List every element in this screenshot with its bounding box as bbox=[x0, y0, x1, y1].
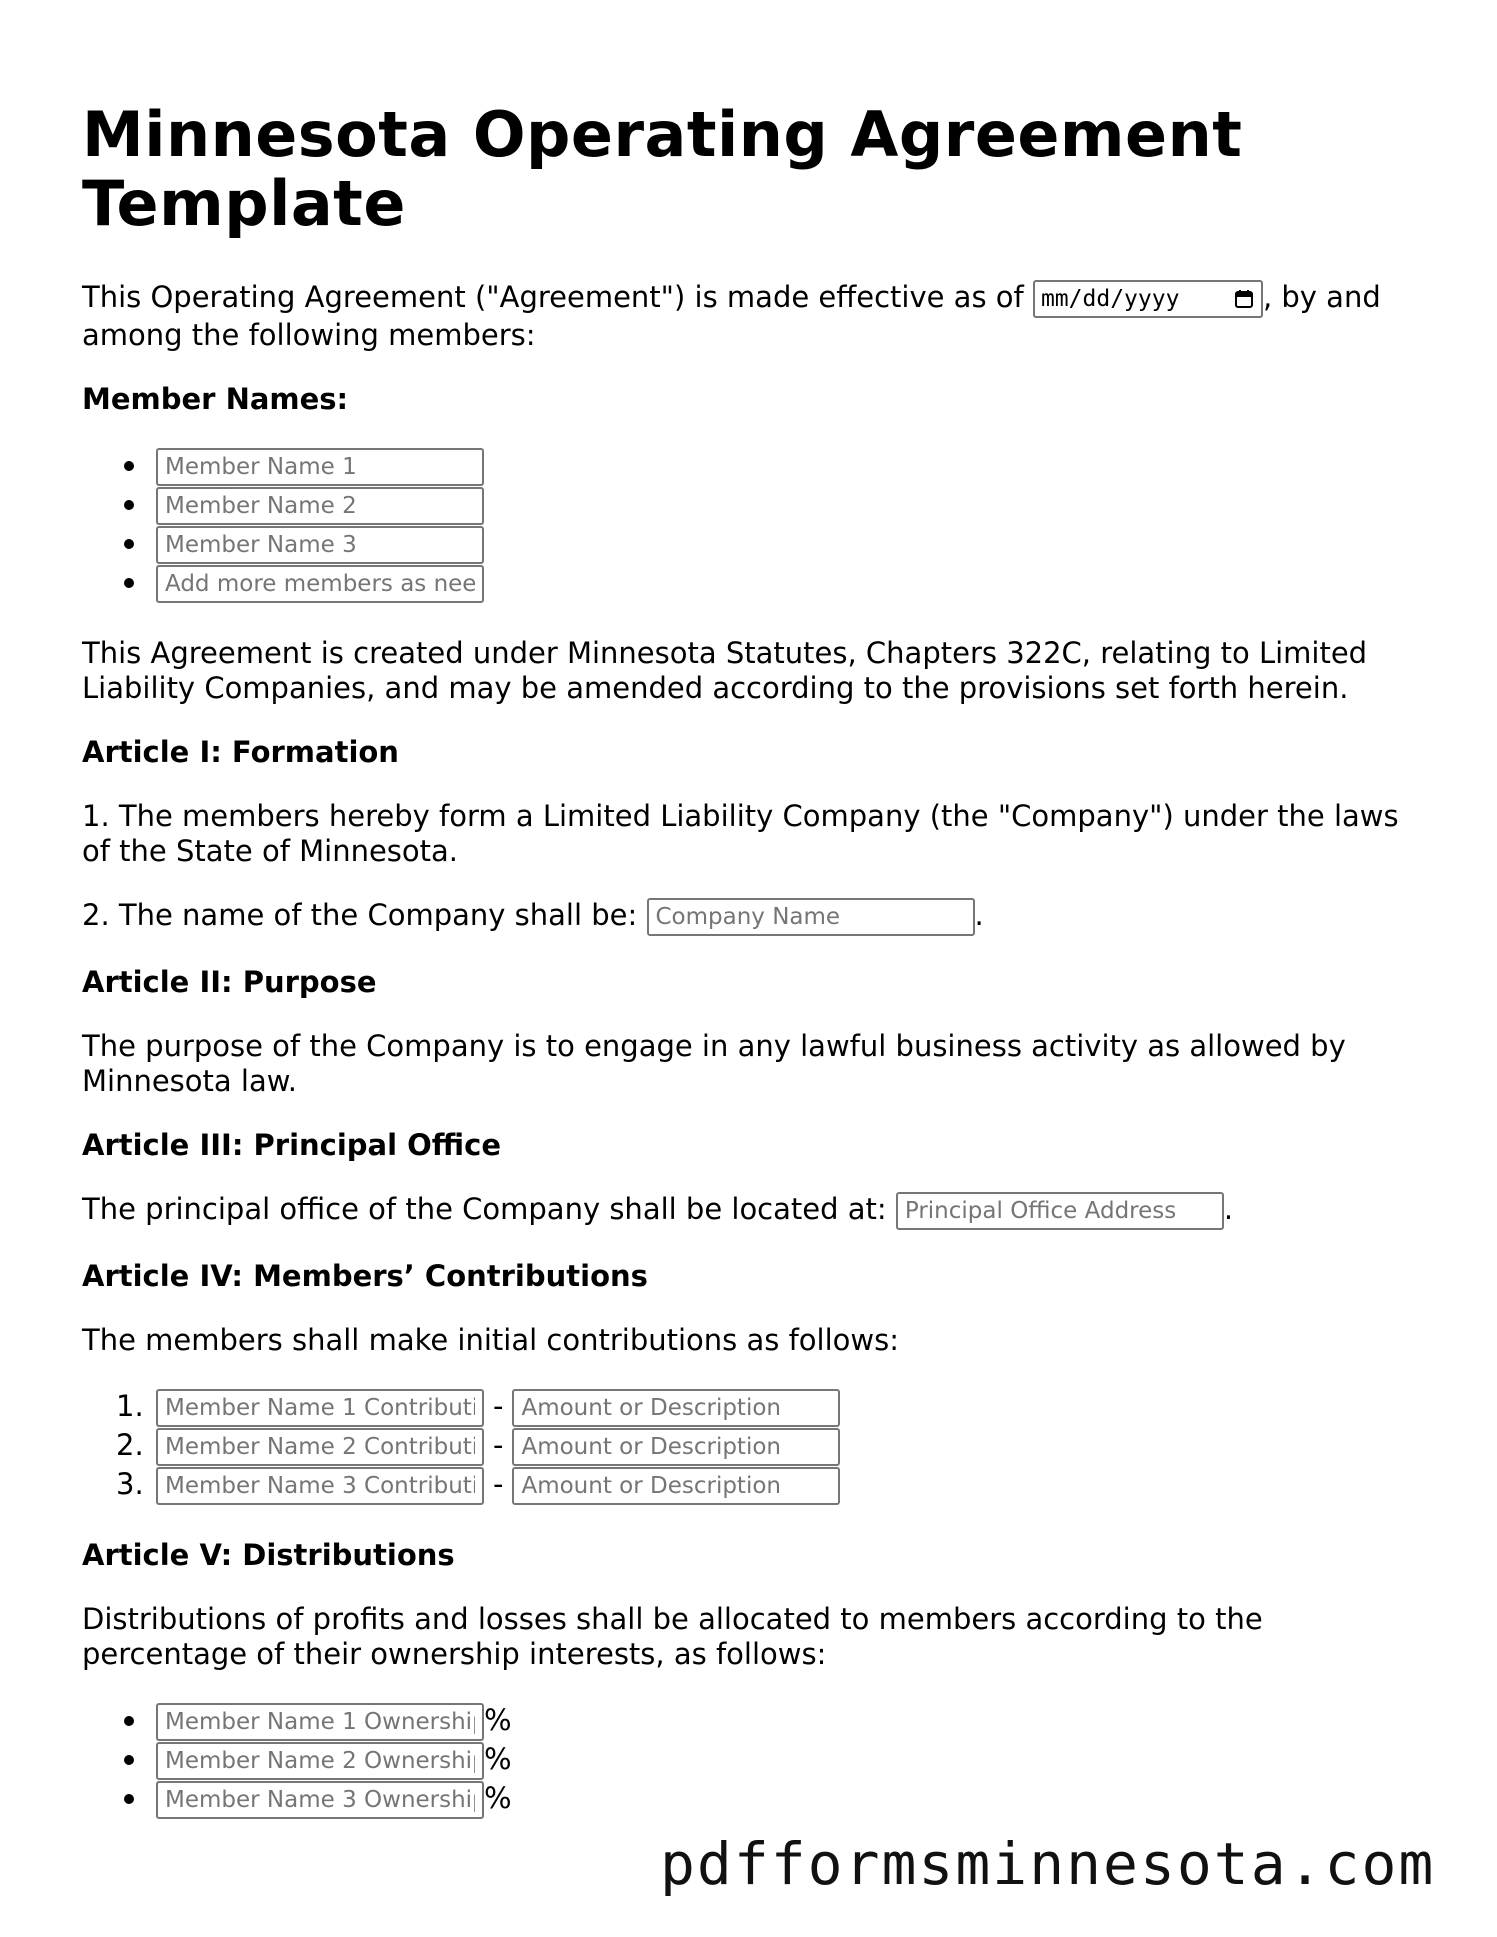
list-item bbox=[82, 563, 1422, 601]
member-3-amount-input[interactable] bbox=[512, 1467, 840, 1505]
site-watermark: pdfformsminnesota.com bbox=[660, 1830, 1436, 1898]
list-item bbox=[82, 1426, 1422, 1464]
list-number: 1. bbox=[116, 1389, 144, 1423]
list-item bbox=[82, 1740, 1422, 1778]
office-prefix: The principal office of the Company shall be located at: bbox=[82, 1192, 896, 1226]
member-2-amount-input[interactable] bbox=[512, 1428, 840, 1466]
list-item bbox=[82, 1465, 1422, 1503]
bullet bbox=[124, 461, 134, 471]
statute-paragraph: This Agreement is created under Minnesota Statutes, Chapters 322C, relating to Limited Liability Companies, and may be amended according to the provisions set forth herein. bbox=[82, 636, 1368, 705]
list-item bbox=[82, 446, 1422, 484]
office-suffix: . bbox=[1223, 1192, 1234, 1226]
article-1-heading: Article I: Formation bbox=[82, 735, 399, 769]
percent-sign: % bbox=[484, 1781, 512, 1815]
bullet bbox=[124, 1794, 134, 1804]
list-item bbox=[82, 1387, 1422, 1425]
list-item bbox=[82, 524, 1422, 562]
list-item bbox=[82, 1779, 1422, 1817]
member-3-ownership-input[interactable] bbox=[156, 1781, 484, 1819]
member-name-1-input[interactable] bbox=[156, 448, 484, 486]
article-1-item-2 bbox=[82, 898, 1422, 936]
member-1-ownership-input[interactable] bbox=[156, 1703, 484, 1741]
dash-separator: - bbox=[493, 1389, 504, 1423]
company-name-suffix: . bbox=[974, 898, 984, 932]
member-3-contribution-input[interactable] bbox=[156, 1467, 484, 1505]
dash-separator: - bbox=[493, 1428, 504, 1462]
company-name-prefix: 2. The name of the Company shall be: bbox=[82, 898, 647, 932]
member-name-3-input[interactable] bbox=[156, 526, 484, 564]
article-1-item-1: 1. The members hereby form a Limited Liability Company (the "Company") under the laws of the State of Minnesota. bbox=[82, 799, 1399, 868]
article-3-heading: Article III: Principal Office bbox=[82, 1128, 501, 1162]
list-item bbox=[82, 485, 1422, 523]
article-5-text: Distributions of profits and losses shall be allocated to members according to the percentage of their ownership interests, as follows: bbox=[82, 1602, 1263, 1671]
date-placeholder: mm/dd/yyyy bbox=[1040, 285, 1180, 312]
article-5-heading: Article V: Distributions bbox=[82, 1538, 455, 1572]
dash-separator: - bbox=[493, 1467, 504, 1501]
add-more-members-input[interactable] bbox=[156, 565, 484, 603]
ownership-list bbox=[82, 1701, 1422, 1817]
member-names-list bbox=[82, 446, 1422, 601]
member-2-ownership-input[interactable] bbox=[156, 1742, 484, 1780]
principal-office-input[interactable] bbox=[896, 1192, 1224, 1230]
list-number: 3. bbox=[116, 1467, 144, 1501]
intro-text-after: , by and among the following members: bbox=[82, 280, 1381, 352]
company-name-input[interactable] bbox=[647, 898, 975, 936]
article-3-text bbox=[82, 1192, 1422, 1230]
member-name-2-input[interactable] bbox=[156, 487, 484, 525]
article-4-heading: Article IV: Members’ Contributions bbox=[82, 1259, 648, 1293]
article-4-text: The members shall make initial contributions as follows: bbox=[82, 1323, 899, 1357]
percent-sign: % bbox=[484, 1703, 512, 1737]
bullet bbox=[124, 539, 134, 549]
bullet bbox=[124, 1755, 134, 1765]
document-page bbox=[82, 100, 1422, 1852]
list-number: 2. bbox=[116, 1428, 144, 1462]
member-2-contribution-input[interactable] bbox=[156, 1428, 484, 1466]
calendar-icon[interactable] bbox=[1233, 288, 1255, 310]
article-2-text: The purpose of the Company is to engage in any lawful business activity as allowed by Minnesota law. bbox=[82, 1029, 1346, 1098]
member-names-heading: Member Names: bbox=[82, 382, 349, 416]
intro-text-before: This Operating Agreement ("Agreement") is made effective as of bbox=[82, 280, 1033, 314]
list-item bbox=[82, 1701, 1422, 1739]
contributions-list bbox=[82, 1387, 1422, 1503]
intro-paragraph bbox=[82, 280, 1422, 353]
article-2-heading: Article II: Purpose bbox=[82, 965, 377, 999]
effective-date-input[interactable] bbox=[1033, 280, 1263, 318]
percent-sign: % bbox=[484, 1742, 512, 1776]
bullet bbox=[124, 578, 134, 588]
page-title: Minnesota Operating Agreement Template bbox=[82, 98, 1243, 240]
member-1-contribution-input[interactable] bbox=[156, 1389, 484, 1427]
member-1-amount-input[interactable] bbox=[512, 1389, 840, 1427]
bullet bbox=[124, 500, 134, 510]
bullet bbox=[124, 1716, 134, 1726]
